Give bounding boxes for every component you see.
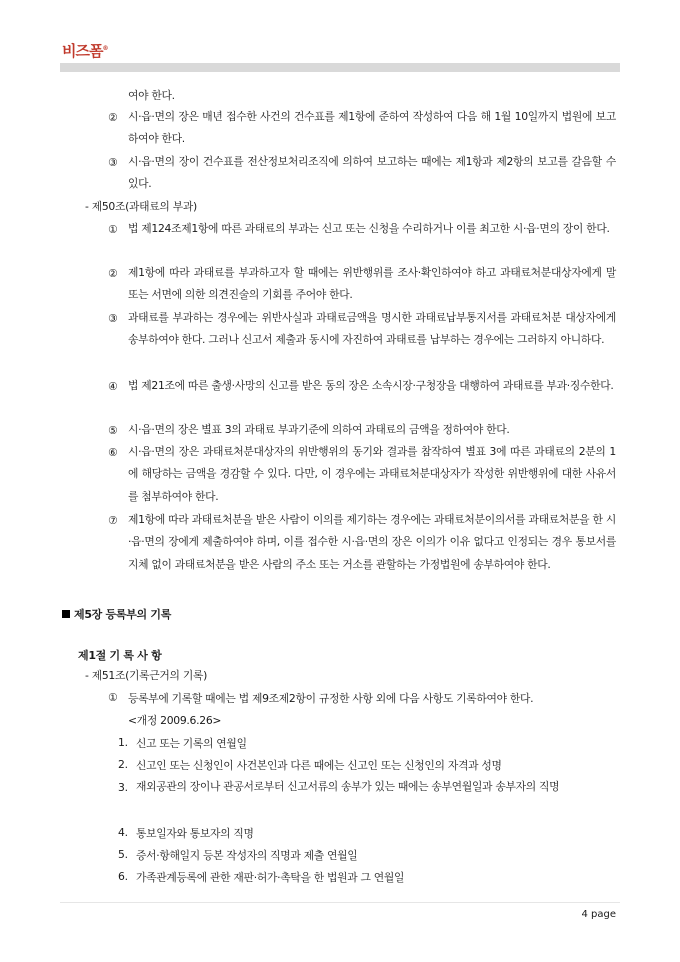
clause-text: 제1항에 따라 과태료처분을 받은 사람이 이의를 제기하는 경우에는 과태료처분이의서를 과태료처분을 한 시·읍·면의 장에게 제출하여야 하며, 이를 접수한 시·읍·면의 장은 이의가 이유 없다고 인정되는 경우 통보서를 지체 없이 과태료처분을 받은 사람의 주소 또는 거소를 관할하는 가정법원에 송부하여야 한다.: [128, 513, 616, 571]
clause-number: ⑥: [108, 446, 118, 459]
clause-text: 제1항에 따라 과태료를 부과하고자 할 때에는 위반행위를 조사·확인하여야 하고 과태료처분대상자에게 말 또는 서면에 의한 의견진술의 기회를 주어야 한다.: [128, 266, 616, 302]
clause-text: 시·읍·면의 장은 매년 접수한 사건의 건수표를 제1항에 준하여 작성하여 다음 해 1월 10일까지 법원에 보고하여야 한다.: [128, 110, 616, 146]
item-number: 1.: [118, 736, 128, 749]
clause-text: 등록부에 기록할 때에는 법 제9조제2항이 규정한 사항 외에 다음 사항도 기록하여야 한다.: [128, 692, 534, 705]
clause-number: ⑦: [108, 514, 118, 527]
header-bar: [60, 63, 620, 72]
list-item: 신고 또는 기록의 연월일: [136, 737, 247, 750]
clause-number: ②: [108, 111, 118, 124]
page-number: 4 page: [581, 909, 616, 920]
clause-text: 법 제124조제1항에 따른 과태료의 부과는 신고 또는 신청을 수리하거나 이를 최고한 시·읍·면의 장이 한다.: [128, 222, 610, 235]
clause-number: ①: [108, 223, 118, 236]
item-number: 3.: [118, 781, 128, 794]
square-bullet-icon: [62, 610, 70, 618]
chapter-heading: 제5장 등록부의 기록: [62, 606, 171, 622]
article-heading: - 제51조(기록근거의 기록): [85, 669, 207, 682]
item-number: 5.: [118, 848, 128, 861]
item-number: 4.: [118, 826, 128, 839]
article-heading: - 제50조(과태료의 부과): [85, 200, 197, 213]
clause-text: 시·읍·면의 장은 과태료처분대상자의 위반행위의 동기와 결과를 참작하여 별표 3에 따른 과태료의 2분의 1에 해당하는 금액을 경감할 수 있다. 다만, 이 경우에는 과태료처분대상자가 작성한 위반행위에 대한 사유서를 첨부하여야 한다.: [128, 445, 616, 503]
list-item: 재외공관의 장이나 관공서로부터 신고서류의 송부가 있는 때에는 송부연월일과 송부자의 직명: [136, 780, 560, 793]
list-item: 증서·항해일지 등본 작성자의 직명과 제출 연월일: [136, 849, 358, 862]
clause-number: ④: [108, 380, 118, 393]
clause-number: ⑤: [108, 424, 118, 437]
continued-line: 여야 한다.: [128, 89, 175, 102]
clause-text: 과태료를 부과하는 경우에는 위반사실과 과태료금액을 명시한 과태료납부통지서를 과태료처분 대상자에게 송부하여야 한다. 그러나 신고서 제출과 동시에 자진하여 과태료를 납부하는 경우에는 그러하지 아니하다.: [128, 311, 616, 347]
item-number: 2.: [118, 758, 128, 771]
clause-number: ③: [108, 312, 118, 325]
list-item: 신고인 또는 신청인이 사건본인과 다른 때에는 신고인 또는 신청인의 자격과 성명: [136, 759, 502, 772]
clause-text: 시·읍·면의 장이 건수표를 전산정보처리조직에 의하여 보고하는 때에는 제1항과 제2항의 보고를 갈음할 수 있다.: [128, 155, 616, 191]
footer-divider: [60, 902, 620, 903]
list-item: 가족관계등록에 관한 재판·허가·촉탁을 한 법원과 그 연월일: [136, 871, 405, 884]
clause-number: ③: [108, 156, 118, 169]
section-heading: 제1절 기 록 사 항: [78, 649, 162, 662]
clause-text: 시·읍·면의 장은 별표 3의 과태료 부과기준에 의하여 과태료의 금액을 정하여야 한다.: [128, 423, 510, 436]
brand-logo: 비즈폼®: [62, 42, 108, 60]
item-number: 6.: [118, 870, 128, 883]
clause-text: 법 제21조에 따른 출생·사망의 신고를 받은 동의 장은 소속시장·구청장을 대행하여 과태료를 부과·징수한다.: [128, 379, 614, 392]
list-item: 통보일자와 통보자의 직명: [136, 827, 254, 840]
amendment-note: <개정 2009.6.26>: [128, 714, 222, 727]
page-header: [0, 0, 680, 75]
clause-number: ①: [108, 691, 118, 704]
clause-number: ②: [108, 267, 118, 280]
